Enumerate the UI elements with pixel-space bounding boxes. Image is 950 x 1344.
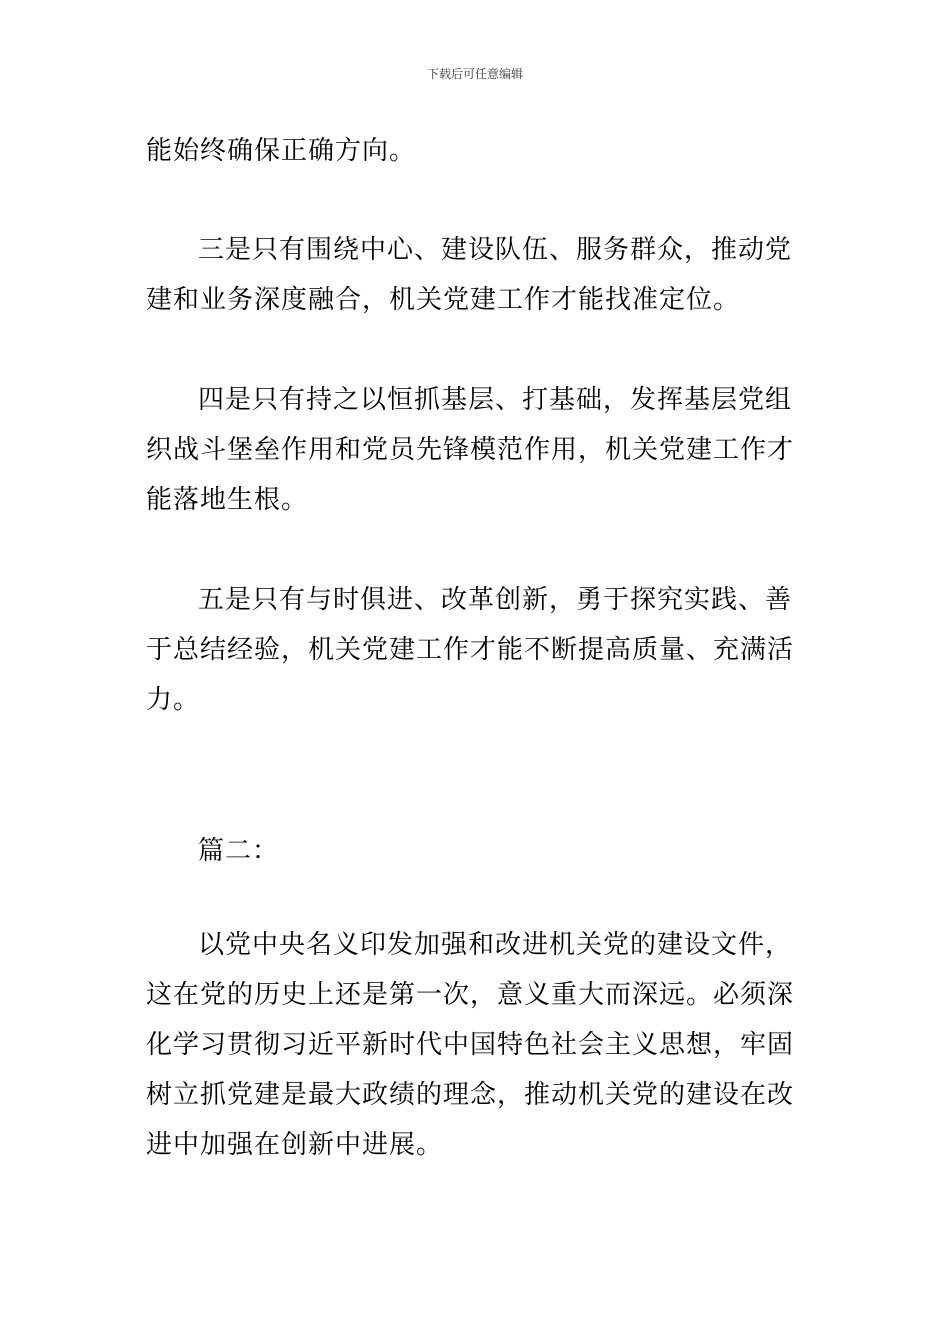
paragraph-section-two: 以党中央名义印发加强和改进机关党的建设文件，这在党的历史上还是第一次，意义重大而深远。必须深化学习贯彻习近平新时代中国特色社会主义思想，牢固树立抓党建是最大政绩的理念，推动机关党的建设在改进中加强在创新中进展。 — [146, 930, 795, 1160]
paragraph-point-five: 五是只有与时俱进、改革创新，勇于探究实践、善于总结经验，机关党建工作才能不断提高质量、充满活力。 — [146, 585, 795, 715]
paragraph-point-three: 三是只有围绕中心、建设队伍、服务群众，推动党建和业务深度融合，机关党建工作才能找准定位。 — [146, 235, 793, 315]
section-heading: 篇二： — [198, 836, 280, 866]
paragraph-continuation: 能始终确保正确方向。 — [146, 136, 417, 166]
paragraph-point-four: 四是只有持之以恒抓基层、打基础，发挥基层党组织战斗堡垒作用和党员先锋模范作用，机关党建工作才能落地生根。 — [146, 385, 795, 515]
page-header: 下载后可任意编辑 — [426, 67, 523, 81]
